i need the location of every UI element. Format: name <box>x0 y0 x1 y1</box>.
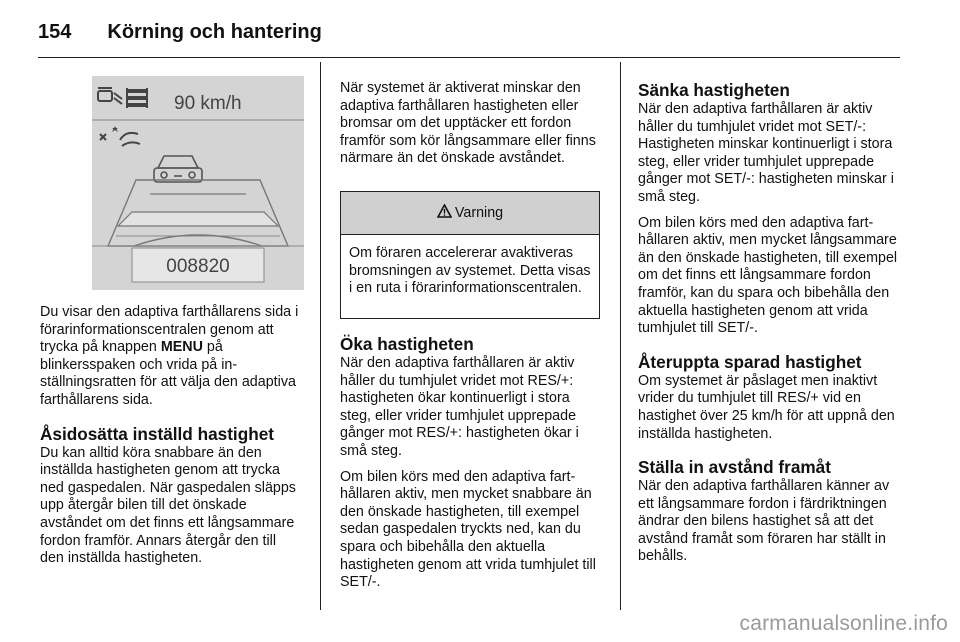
warning-box <box>340 191 600 319</box>
increase-paragraph-1: När den adaptiva farthållaren är aktiv håller du tumhjulet vridet mot RES/+: hastigheten ökar kontinuerligt i stora steg, eller vrider tumhjulet upprepade gånger mot RES/+: hastigheten ökar i små steg. <box>340 355 579 459</box>
distance-paragraph: När den adaptiva farthållaren känner av ett långsammare fordon i färdriktningen ändrar den bilens hastighet så att det avstånd framåt som föraren har ställt in behålls. <box>638 478 890 565</box>
heading-set-distance: Ställa in avstånd framåt <box>638 457 831 478</box>
speed-readout: 90 km/h <box>174 93 242 114</box>
decrease-paragraph-1: När den adaptiva farthållaren är aktiv håller du tumhjulet vridet mot SET/-: Hastigheten minskar kontinuerligt i stora steg, eller vrider tumhjulet upprepade gånger mot SET/-: hastigheten minskar i små steg. <box>638 101 894 205</box>
decrease-paragraph-2: Om bilen körs med den adaptiva farthållaren aktiv, men mycket långsammare än den önskade hastigheten, till exempel om det finns ett långsammare fordon framför, kan du spara och bibehålla den aktuella hastigheten genom att vrida tumhjulet till SET/-. <box>638 214 898 337</box>
heading-resume-speed: Återuppta sparad hastighet <box>638 351 862 372</box>
active-system-paragraph: När systemet är aktiverat minskar den adaptiva farthållaren hastigheten eller bromsar om det upptäcker ett fordon framför som kör långsammare eller finns närmare än det önskade avståndet. <box>340 80 596 167</box>
heading-decrease-speed: Sänka hastigheten <box>638 80 790 100</box>
warning-text: Om föraren accelererar avaktiveras bromsningen av systemet. Detta visas i en ruta i förarinformationscentralen. <box>349 245 591 297</box>
heading-override-speed: Åsidosätta inställd hastighet <box>40 423 274 444</box>
distance-bars-icon <box>126 88 148 108</box>
resume-paragraph: Om systemet är påslaget men inaktivt vrider du tumhjulet till RES/+ vid en hastighet över 25 km/h för att uppnå den inställda hastigheten. <box>638 372 895 442</box>
page-header <box>38 14 322 50</box>
odometer-readout: 008820 <box>166 256 230 277</box>
driver-info-display-figure <box>92 76 304 290</box>
column-1 <box>40 304 302 576</box>
column-2-top <box>340 80 602 176</box>
column-3 <box>638 80 902 574</box>
column-2-bottom <box>340 334 604 600</box>
chapter-title: Körning och hantering <box>107 20 322 43</box>
page-number: 154 <box>38 20 72 43</box>
menu-key-label: MENU <box>160 339 203 356</box>
warning-title: Varning <box>454 205 504 221</box>
watermark: carmanualsonline.info <box>739 612 948 635</box>
warning-header <box>341 192 599 235</box>
column-divider-1 <box>320 62 321 610</box>
warning-icon <box>437 204 452 222</box>
intro-paragraph: Du visar den adaptiva farthållarens sida i förarinformationscentralen genom att trycka på knappen MENU på blinkersspaken och vrida på inställningsratten för att välja den adaptiva farthållarens sida. <box>40 304 299 408</box>
column-divider-2 <box>620 62 621 610</box>
override-paragraph: Du kan alltid köra snabbare än den inställda hastigheten genom att trycka ned gaspedalen. När gaspedalen släpps upp återgår bilen till det önskade avståndet om det finns ett långsammare fordon framför. Annars återgår den till den inställda hastigheten. <box>40 444 296 567</box>
display-illustration <box>92 76 304 290</box>
header-rule <box>38 57 900 58</box>
heading-increase-speed: Öka hastigheten <box>340 334 474 354</box>
increase-paragraph-2: Om bilen körs med den adaptiva farthållaren aktiv, men mycket snabbare än den önskade hastigheten, till exempel sedan gaspedalen tryckts ned, kan du spara och bibehålla den aktuella hastigheten genom att vrida tumhjulet till SET/-. <box>340 468 596 591</box>
